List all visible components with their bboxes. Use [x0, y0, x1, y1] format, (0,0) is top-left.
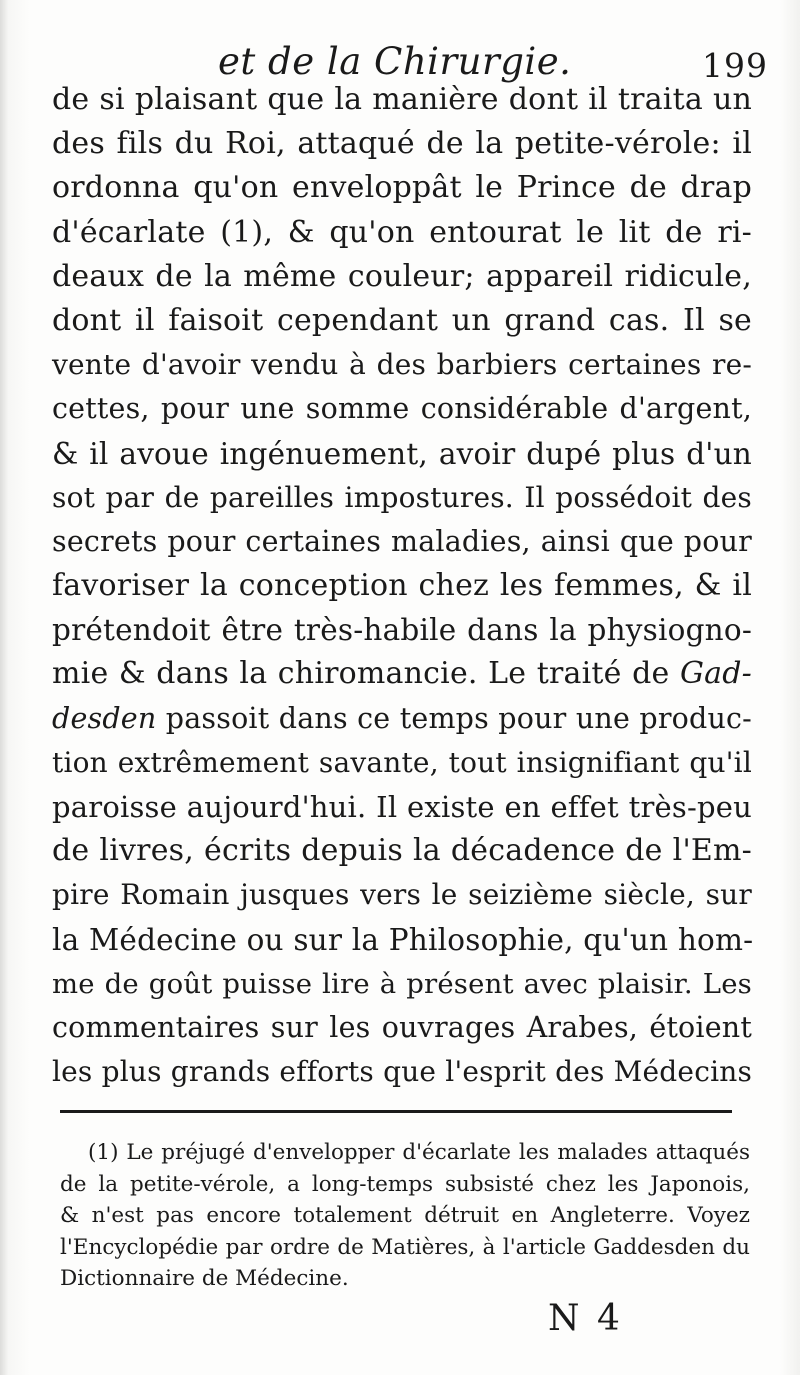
main-text-block: [52, 78, 752, 1094]
footnote-line: Dictionnaire de Médecine.: [60, 1266, 349, 1291]
running-title: et de la Chirurgie.: [218, 40, 572, 83]
text-line: de si plaisant que la manière dont il traita un: [52, 82, 752, 117]
text-line: la Médecine ou sur la Philosophie, qu'un hom-: [52, 922, 754, 957]
text-line: favoriser la conception chez les femmes, & il: [52, 568, 752, 604]
text-line: dont il faisoit cependant un grand cas. Il se: [52, 302, 752, 338]
text-segment: mie & dans la chiromancie. Le traité de: [52, 656, 670, 692]
text-line: les plus grands efforts que l'esprit des Médecins: [52, 1055, 753, 1089]
text-line: cettes, pour une somme considérable d'argent,: [52, 392, 752, 426]
page-number: 199: [702, 46, 768, 85]
italic-author-name: Gad-: [680, 656, 752, 692]
text-line: & il avoue ingénuement, avoir dupé plus d'un: [52, 436, 752, 471]
text-line: secrets pour certaines maladies, ainsi que pour: [52, 524, 752, 558]
footnote-line: de la petite-vérole, a long-temps subsisté chez les Japonois,: [60, 1171, 750, 1197]
text-line: deaux de la même couleur; appareil ridicule,: [52, 258, 752, 294]
text-line: me de goût puisse lire à présent avec plaisir. Les: [52, 967, 752, 1000]
text-line: commentaires sur les ouvrages Arabes, étoient: [52, 1010, 752, 1044]
text-line: vente d'avoir vendu à des barbiers certaines re-: [52, 348, 752, 382]
printer-signature-mark: N 4: [548, 1298, 623, 1339]
text-line: sot par de pareilles impostures. Il possédoit des: [52, 480, 752, 514]
italic-author-name: desden: [52, 701, 157, 735]
text-line: pire Romain jusques vers le seizième siècle, sur: [52, 878, 752, 912]
footnote-block: [60, 1137, 750, 1295]
text-line-with-italic: [52, 652, 752, 696]
footnote-line: & n'est pas encore totalement détruit en Angleterre. Voyez: [60, 1203, 750, 1228]
text-line: ordonna qu'on enveloppât le Prince de drap: [52, 170, 752, 206]
text-line: tion extrêmement savante, tout insignifiant qu'il: [52, 745, 752, 779]
text-segment: passoit dans ce temps pour une produc-: [165, 701, 752, 735]
text-line-with-italic: [52, 697, 752, 741]
text-line: d'écarlate (1), & qu'on entourat le lit de ri-: [52, 214, 752, 250]
footnote-line: (1) Le préjugé d'envelopper d'écarlate les malades attaqués: [88, 1140, 750, 1165]
text-line: des fils du Roi, attaqué de la petite-vérole: il: [52, 126, 752, 162]
footnote-separator-rule: [60, 1110, 732, 1113]
text-line: de livres, écrits depuis la décadence de l'Em-: [52, 833, 752, 869]
page-edge-shadow: [0, 0, 8, 1375]
text-line: paroisse aujourd'hui. Il existe en effet très-peu: [52, 790, 752, 824]
text-line: prétendoit être très-habile dans la physiogno-: [52, 613, 752, 648]
footnote-line: l'Encyclopédie par ordre de Matières, à l'article Gaddesden du: [60, 1234, 750, 1260]
